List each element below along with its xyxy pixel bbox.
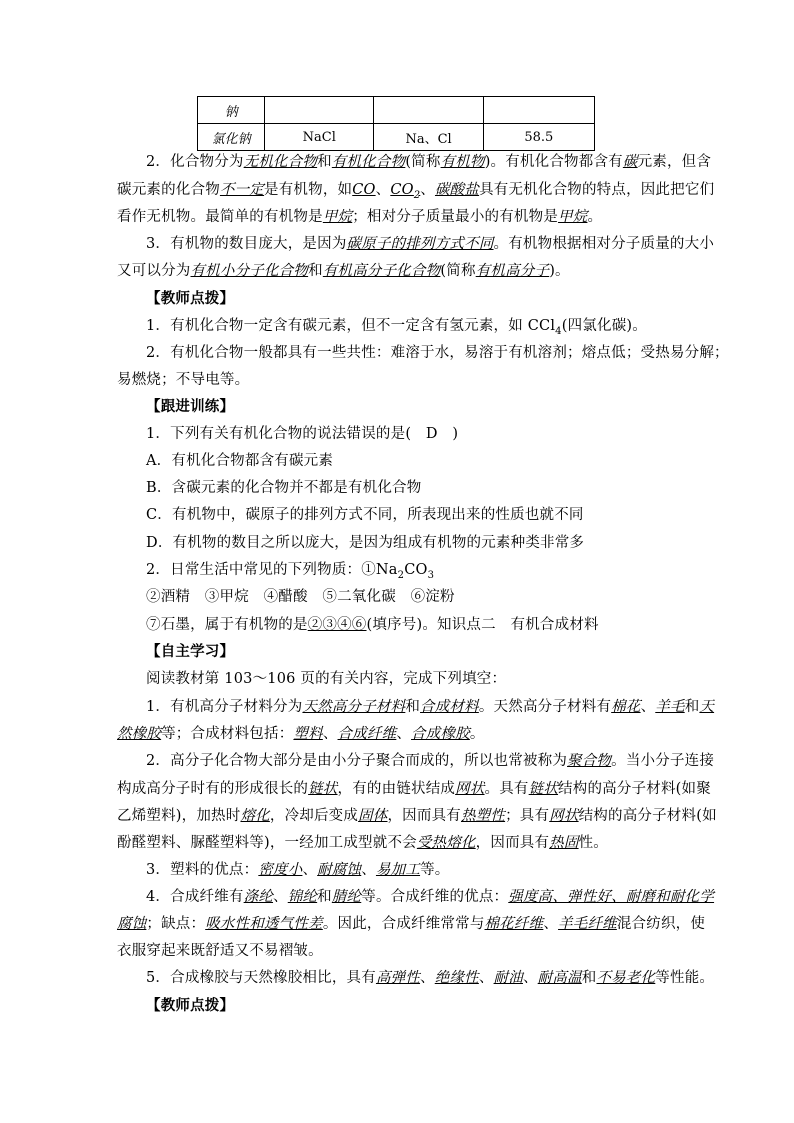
section-heading: 【自主学习】 [146, 643, 235, 660]
question-line: ⑦石墨，属于有机物的是②③④⑥(填序号)。知识点二 有机合成材料 [146, 617, 599, 633]
paragraph-line: 3．塑料的优点：密度小、耐腐蚀、易加工等。 [146, 862, 450, 878]
table-cell: NaCl [265, 124, 374, 151]
element-table [197, 96, 595, 151]
paragraph-line: 衣服穿起来既舒适又不易褶皱。 [117, 943, 323, 959]
paragraph-line: 又可以分为有机小分子化合物和有机高分子化合物(简称有机高分子)。 [117, 263, 570, 279]
paragraph-line: 然橡胶等；合成材料包括：塑料、合成纤维、合成橡胶。 [117, 726, 485, 742]
table-cell [483, 97, 594, 124]
option-line: A．有机化合物都含有碳元素 [146, 453, 334, 469]
table-cell [374, 97, 483, 124]
question-line: 2．日常生活中常见的下列物质：$①Na_2CO_3$ [146, 562, 435, 581]
paragraph-line: 乙烯塑料)，加热时熔化，冷却后变成固体，因而具有热塑性；具有网状结构的高分子材料(如 [117, 808, 717, 824]
table-cell [265, 97, 374, 124]
paragraph-line: 酚醛塑料、脲醛塑料等)，一经加工成型就不会受热熔化，因而具有热固性。 [117, 835, 608, 851]
paragraph-line: 易燃烧；不导电等。 [117, 372, 250, 388]
section-heading: 【教师点拨】 [146, 997, 235, 1014]
section-heading: 【跟进训练】 [146, 398, 235, 415]
paragraph-line: 2．化合物分为无机化合物和有机化合物(简称有机物)。有机化合物都含有碳元素，但含 [146, 154, 712, 170]
paragraph-line: 1．有机化合物一定含有碳元素，但不一定含有氢元素，如 CCl$_4$(四氯化碳)。 [146, 318, 647, 337]
option-line: B．含碳元素的化合物并不都是有机化合物 [146, 480, 422, 496]
paragraph-line: 阅读教材第 103～106 页的有关内容，完成下列填空： [146, 671, 507, 687]
paragraph-line: 4．合成纤维有涤纶、锦纶和腈纶等。合成纤维的优点：强度高、弹性好、耐磨和耐化学 [146, 889, 715, 905]
paragraph-line: 构成高分子时有的形成很长的链状，有的由链状结成网状。具有链状结构的高分子材料(如聚 [117, 781, 711, 797]
question-line: ②酒精 ③甲烷 ④醋酸 ⑤二氧化碳 ⑥淀粉 [146, 589, 455, 605]
option-line: C．有机物中，碳原子的排列方式不同，所表现出来的性质也就不同 [146, 507, 584, 523]
paragraph-line: 5．合成橡胶与天然橡胶相比，具有高弹性、绝缘性、耐油、耐高温和不易老化等性能。 [146, 970, 715, 986]
table-cell: 钠 [198, 97, 265, 124]
option-line: D．有机物的数目之所以庞大，是因为组成有机物的元素种类非常多 [146, 535, 585, 551]
paragraph-line: 碳元素的化合物不一定是有机物，如CO、$CO_2$、碳酸盐具有无机化合物的特点，因此把它们 [117, 182, 715, 201]
paragraph-line: 看作无机物。最简单的有机物是甲烷；相对分子质量最小的有机物是甲烷。 [117, 209, 603, 225]
paragraph-line: 1．有机高分子材料分为天然高分子材料和合成材料。天然高分子材料有棉花、羊毛和天 [146, 699, 715, 715]
paragraph-line: 2．高分子化合物大部分是由小分子聚合而成的，所以也常被称为聚合物。当小分子连接 [146, 753, 715, 769]
question-line: 1．下列有关有机化合物的说法错误的是( D ) [146, 426, 459, 442]
table-row [198, 124, 595, 151]
paragraph-line: 腐蚀；缺点：吸水性和透气性差。因此，合成纤维常常与棉花纤维、羊毛纤维混合纺织，使 [117, 916, 706, 932]
section-heading: 【教师点拨】 [146, 290, 235, 307]
table-row [198, 97, 595, 124]
table-cell: 氯化钠 [198, 124, 265, 151]
table-cell: 58.5 [483, 124, 594, 151]
table-cell: Na、Cl [374, 124, 483, 151]
paragraph-line: 3．有机物的数目庞大，是因为碳原子的排列方式不同。有机物根据相对分子质量的大小 [146, 236, 715, 252]
paragraph-line: 2．有机化合物一般都具有一些共性：难溶于水，易溶于有机溶剂；熔点低；受热易分解； [146, 345, 729, 361]
